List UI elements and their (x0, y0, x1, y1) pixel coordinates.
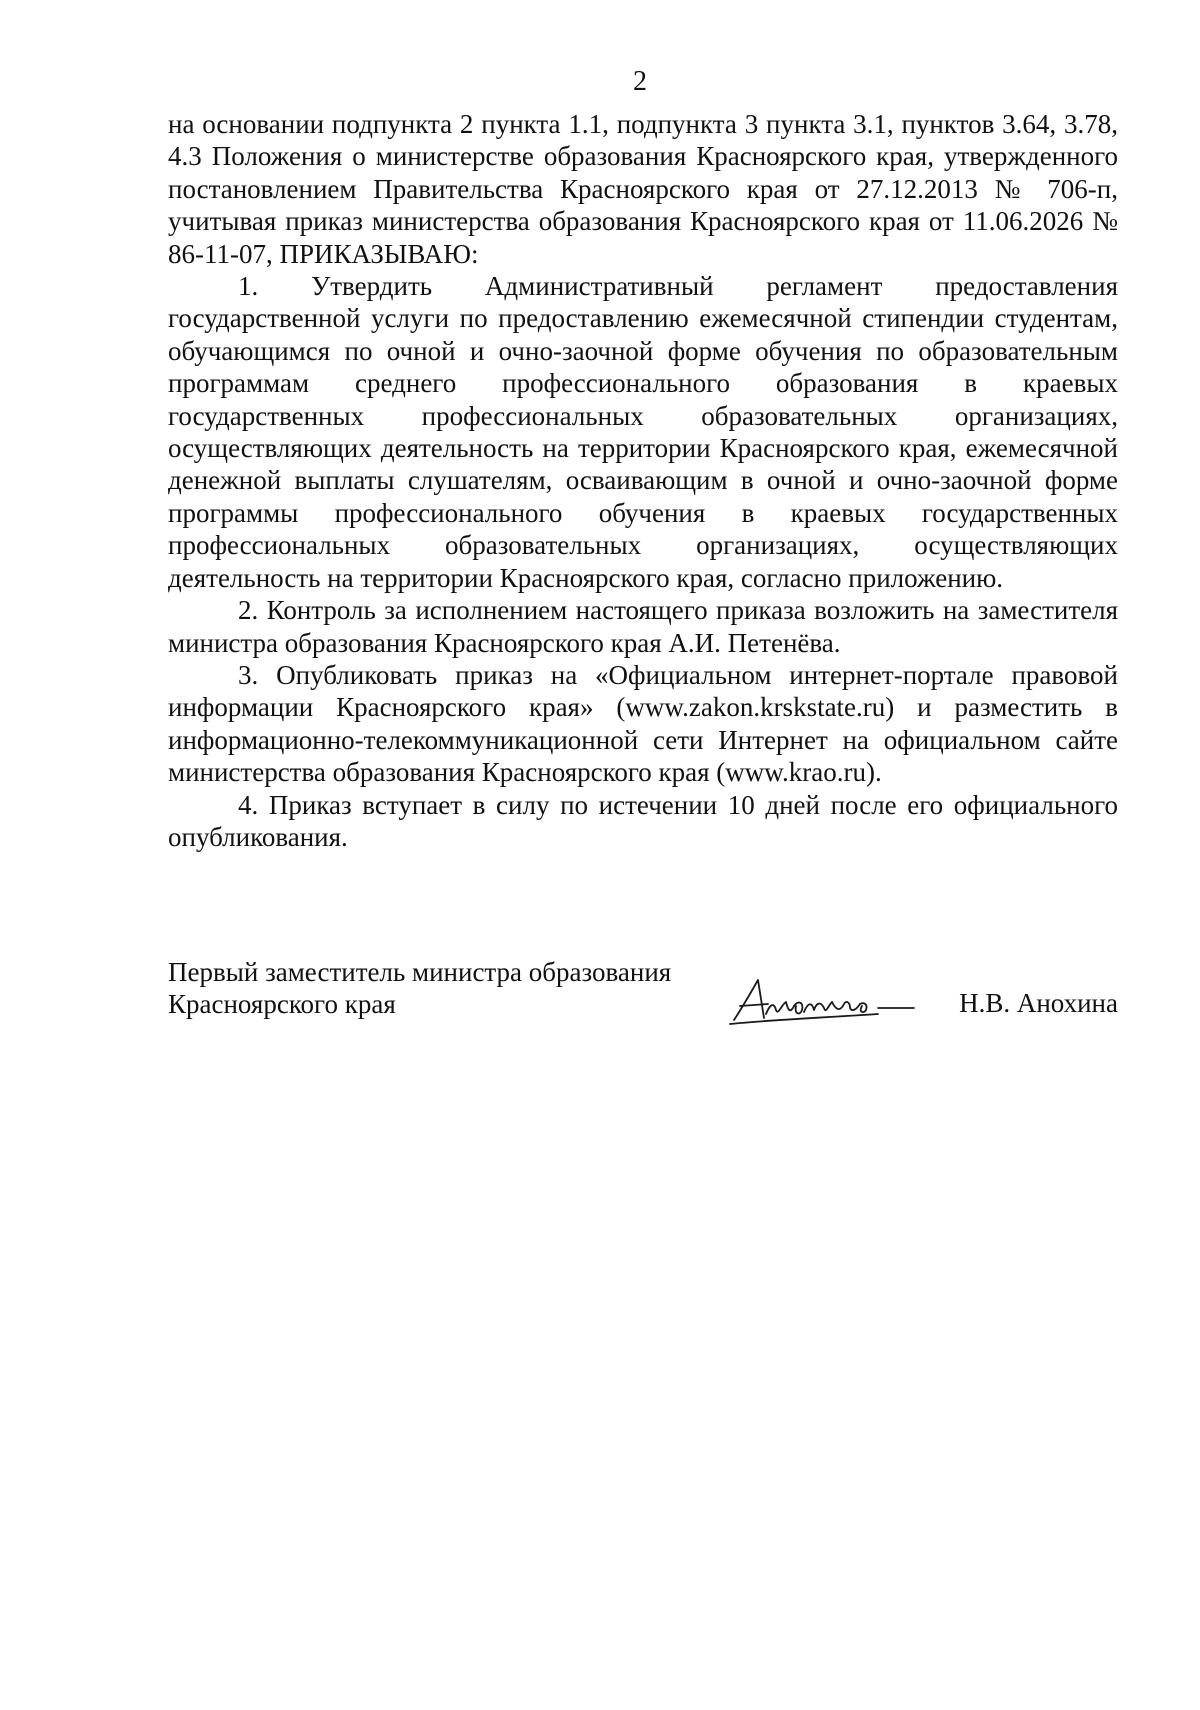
signatory-title-line-1: Первый заместитель министра образования (168, 957, 672, 987)
order-item-3: 3. Опубликовать приказ на «Официальном интернет-портале правовой информации Красноярского края» (www.zakon.krskstate.ru) и разместить в информационно-телекоммуникационной сети Интернет на официальном сайте министерства образования Красноярского края (www.krao.ru). (168, 659, 1118, 788)
signer-name: Н.В. Анохина (959, 988, 1118, 1018)
document-body (168, 108, 1118, 853)
order-item-4: 4. Приказ вступает в силу по истечении 10 дней после его официального опубликования. (168, 789, 1118, 852)
page-number: 2 (633, 66, 647, 97)
intro-paragraph: на основании подпункта 2 пункта 1.1, подпункта 3 пункта 3.1, пунктов 3.64, 3.78, 4.3 Положения о министерстве образования Красноярского края, утвержденного постановлением Правительства Красноярского края от 27.12.2013 № 706-п, учитывая приказ министерства образования Красноярского края от 11.06.2026 № 86-11-07, ПРИКАЗЫВАЮ: (168, 109, 1118, 269)
signatory-title (168, 956, 728, 1020)
order-item-2: 2. Контроль за исполнением настоящего приказа возложить на заместителя министра образования Красноярского края А.И. Петенёва. (168, 595, 1118, 658)
handwritten-signature (728, 974, 918, 1028)
signature-block (168, 956, 1118, 1036)
signatory-title-line-2: Красноярского края (168, 989, 396, 1019)
order-item-1: 1. Утвердить Административный регламент предоставления государственной услуги по предоставлению ежемесячной стипендии студентам, обучающимся по очной и очно-заочной форме обучения по образовательным программам среднего профессионального образования в краевых государственных профессиональных образовательных организациях, осуществляющих деятельность на территории Красноярского края, ежемесячной денежной выплаты слушателям, осваивающим в очной и очно-заочной форме программы профессионального обучения в краевых государственных профессиональных образовательных организациях, осуществляющих деятельность на территории Красноярского края, согласно приложению. (168, 271, 1118, 593)
